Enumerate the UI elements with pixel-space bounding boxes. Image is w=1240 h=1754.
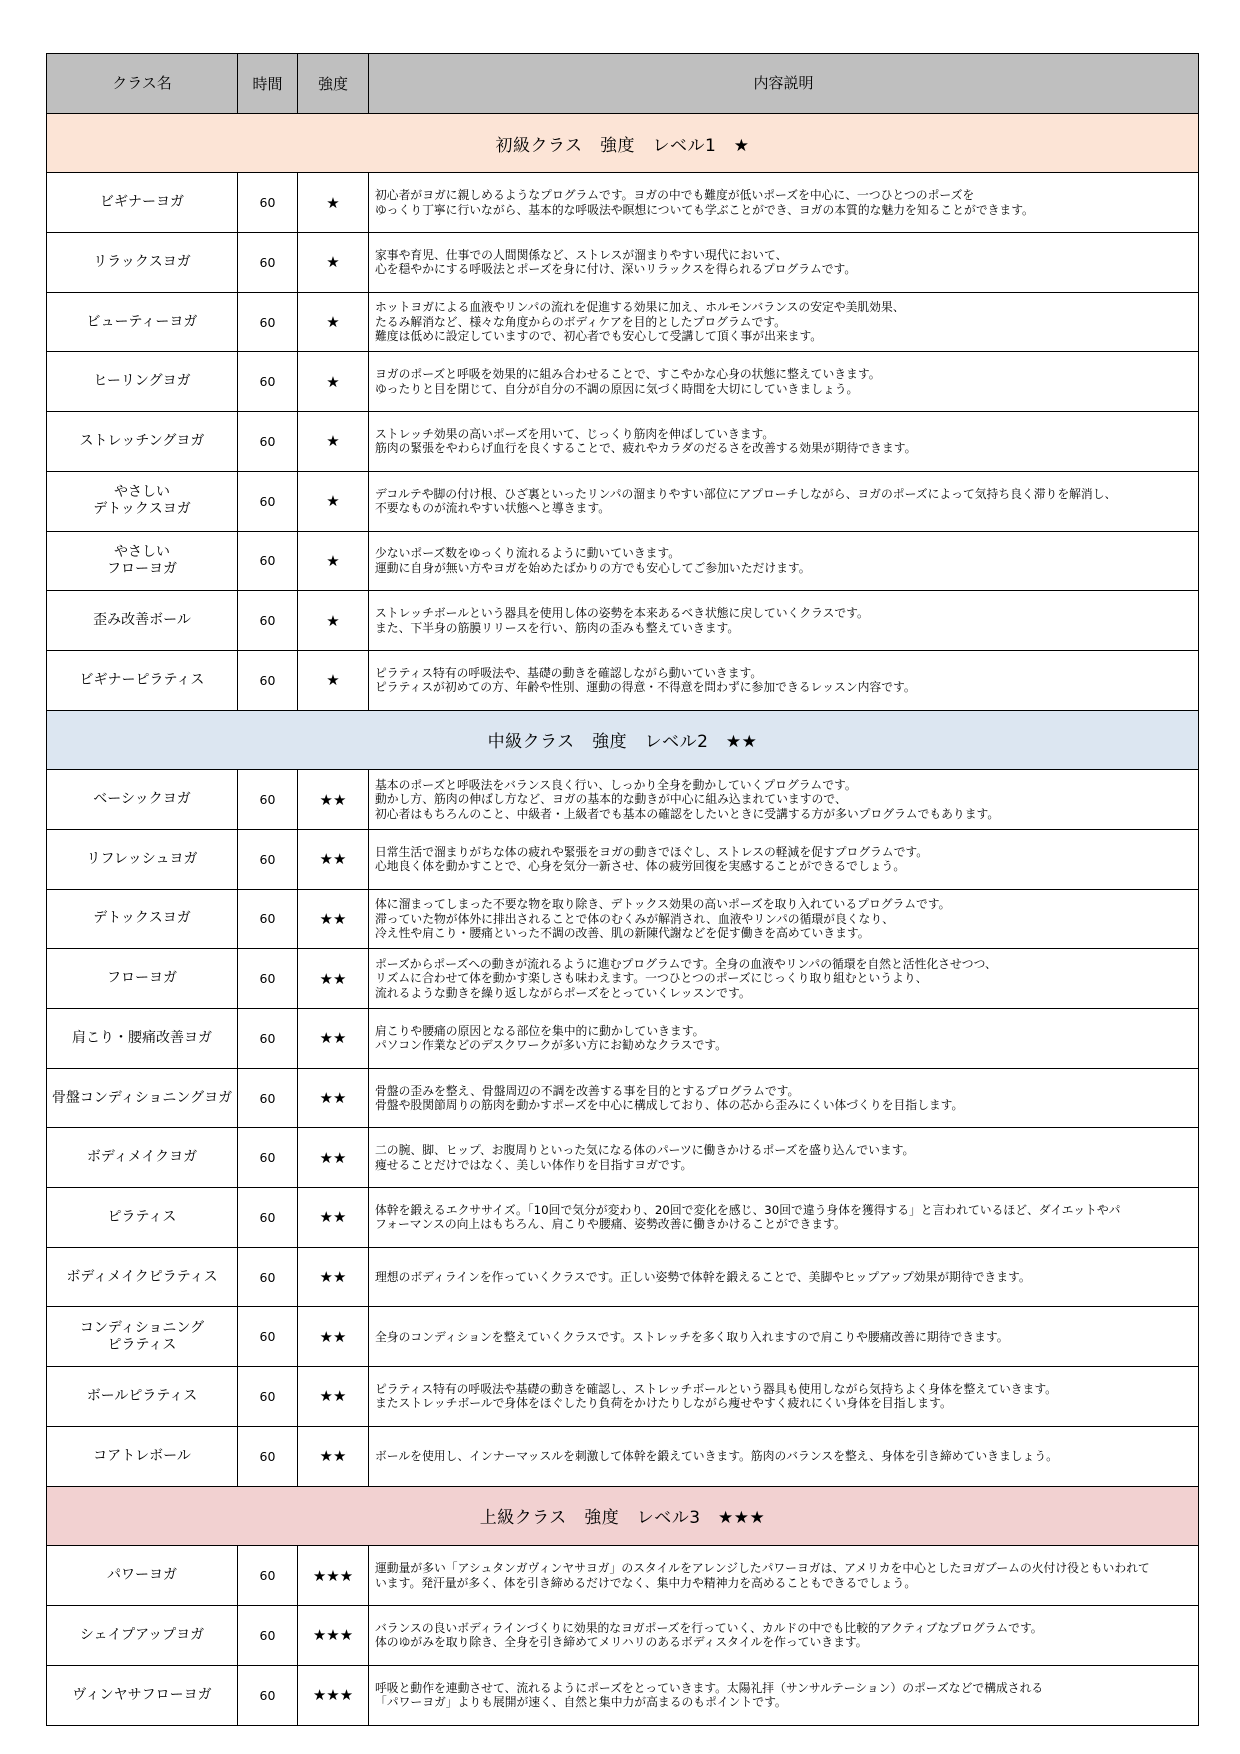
class-intensity-stars: ★ (298, 173, 369, 232)
section-title: 中級クラス 強度 レベル2 ★★ (487, 732, 758, 753)
class-intensity-stars: ★★★ (298, 1666, 369, 1726)
description-line: 全身のコンディションを整えていくクラスです。ストレッチを多く取り入れますので肩こりや腰痛改善に期待できます。 (375, 1329, 1009, 1344)
class-name-cell (47, 1367, 238, 1426)
class-name-cell (47, 1606, 238, 1665)
class-intensity-stars: ★★ (298, 770, 369, 829)
description-line: ボールを使用し、インナーマッスルを刺激して体幹を鍛えていきます。筋肉のバランスを整え、身体を引き締めていきましょう。 (375, 1448, 1058, 1463)
class-name: フローヨガ (107, 970, 177, 987)
class-name: コアトレボール (93, 1447, 191, 1464)
class-row (47, 1128, 1198, 1188)
description-line: ゆったりと目を閉じて、自分が自分の不調の原因に気づく時間を大切にしていきましょう。 (375, 381, 859, 396)
description-line: ゆっくり丁寧に行いながら、基本的な呼吸法や瞑想についても学ぶことができ、ヨガの本質的な魅力を知ることができます。 (375, 202, 1034, 217)
class-row (47, 651, 1198, 711)
class-name: ビギナーヨガ (100, 194, 184, 211)
class-row (47, 1606, 1198, 1666)
class-name: ボールピラティス (86, 1387, 198, 1404)
class-name: 骨盤コンディショニングヨガ (51, 1089, 233, 1106)
class-intensity-stars: ★ (298, 472, 369, 531)
class-description (369, 1069, 1198, 1128)
class-intensity-stars: ★ (298, 651, 369, 710)
column-header-class-name: クラス名 (47, 54, 238, 113)
class-description (369, 1248, 1198, 1307)
class-row (47, 1546, 1198, 1606)
description-line: リズムに合わせて体を動かす楽しさも味わえます。一つひとつのポーズにじっくり取り組むというより、 (375, 971, 928, 986)
class-name-cell (47, 1666, 238, 1726)
description-line: 運動に自身が無い方やヨガを始めたばかりの方でも安心してご参加いただけます。 (375, 560, 811, 575)
class-name: シェイプアップヨガ (79, 1626, 205, 1643)
class-name-cell (47, 830, 238, 889)
class-duration: 60 (238, 830, 298, 889)
class-duration: 60 (238, 233, 298, 292)
description-line: 初心者がヨガに親しめるようなプログラムです。ヨガの中でも難度が低いポーズを中心に、一つひとつのポーズを (375, 188, 975, 203)
class-duration: 60 (238, 1128, 298, 1187)
class-name-cell (47, 1188, 238, 1247)
class-duration: 60 (238, 352, 298, 411)
class-duration: 60 (238, 890, 298, 949)
description-line: 不要なものが流れやすい状態へと導きます。 (375, 501, 610, 516)
class-duration: 60 (238, 1188, 298, 1247)
class-row (47, 1188, 1198, 1248)
description-line: ピラティス特有の呼吸法や、基礎の動きを確認しながら動いていきます。 (375, 665, 763, 680)
class-name-cell (47, 233, 238, 292)
class-name-cell (47, 352, 238, 411)
column-header-time: 時間 (238, 54, 298, 113)
description-line: ピラティスが初めての方、年齢や性別、運動の得意・不得意を問わずに参加できるレッスン内容です。 (375, 680, 916, 695)
description-line: 痩せることだけではなく、美しい体作りを目指すヨガです。 (375, 1157, 693, 1172)
description-line: 骨盤や股関節周りの筋肉を動かすポーズを中心に構成しており、体の芯から歪みにくい体づくりを目指します。 (375, 1098, 964, 1113)
class-row (47, 1666, 1198, 1726)
description-line: 運動量が多い「アシュタンガヴィンヤサヨガ」のスタイルをアレンジしたパワーヨガは、アメリカを中心としたヨガブームの火付け役ともいわれて (375, 1561, 1150, 1576)
class-intensity-stars: ★★ (298, 1069, 369, 1128)
class-intensity-stars: ★★ (298, 1367, 369, 1426)
description-line: ポーズからポーズへの動きが流れるように進むプログラムです。全身の血液やリンパの循環を自然と活性化させつつ、 (375, 956, 997, 971)
class-description (369, 651, 1198, 710)
description-line: また、下半身の筋膜リリースを行い、筋肉の歪みも整えていきます。 (375, 620, 740, 635)
class-duration: 60 (238, 949, 298, 1008)
class-row (47, 1009, 1198, 1069)
description-line: 体幹を鍛えるエクササイズ。「10回で気分が変わり、20回で変化を感じ、30回で違う身体を獲得する」と言われているほど、ダイエットやパ (375, 1202, 1121, 1217)
description-line: フォーマンスの向上はもちろん、肩こりや腰痛、姿勢改善に働きかけることができます。 (375, 1217, 846, 1232)
description-line: ヨガのポーズと呼吸を効果的に組み合わせることで、すこやかな心身の状態に整えていきます。 (375, 367, 881, 382)
class-duration: 60 (238, 1427, 298, 1486)
class-duration: 60 (238, 412, 298, 471)
class-description (369, 890, 1198, 949)
class-name: やさしい (114, 484, 170, 501)
class-intensity-stars: ★ (298, 233, 369, 292)
class-row (47, 1367, 1198, 1427)
class-row (47, 949, 1198, 1009)
class-name-cell (47, 1248, 238, 1307)
class-name: ベーシックヨガ (93, 791, 191, 808)
class-name-cell (47, 770, 238, 829)
class-name: ボディメイクヨガ (86, 1149, 198, 1166)
class-intensity-stars: ★★ (298, 949, 369, 1008)
class-name-cell (47, 890, 238, 949)
class-intensity-stars: ★★ (298, 1427, 369, 1486)
class-name: デトックスヨガ (93, 501, 191, 518)
class-name: ヒーリングヨガ (93, 373, 191, 390)
class-description (369, 1307, 1198, 1366)
class-name: ビギナーピラティス (79, 671, 205, 688)
class-duration: 60 (238, 532, 298, 591)
class-duration: 60 (238, 1009, 298, 1068)
description-line: 基本のポーズと呼吸法をバランス良く行い、しっかり全身を動かしていくプログラムです。 (375, 777, 857, 792)
class-intensity-stars: ★★ (298, 1188, 369, 1247)
description-line: ホットヨガによる血液やリンパの流れを促進する効果に加え、ホルモンバランスの安定や美肌効果、 (375, 300, 905, 315)
class-row (47, 293, 1198, 353)
class-row (47, 233, 1198, 293)
class-row (47, 412, 1198, 472)
class-name-cell (47, 1128, 238, 1187)
class-duration: 60 (238, 293, 298, 352)
class-intensity-stars: ★ (298, 532, 369, 591)
class-description (369, 1188, 1198, 1247)
class-name: 歪み改善ボール (93, 612, 191, 629)
description-line: 滞っていた物が体外に排出されることで体のむくみが解消され、血液やリンパの循環が良くなり、 (375, 911, 894, 926)
description-line: バランスの良いボディラインづくりに効果的なヨガポーズを行っていく、カルドの中でも比較的アクティブなプログラムです。 (375, 1620, 1043, 1635)
section-header-row (47, 1487, 1198, 1547)
class-description (369, 1367, 1198, 1426)
description-line: 骨盤の歪みを整え、骨盤周辺の不調を改善する事を目的とするプログラムです。 (375, 1083, 800, 1098)
class-name: やさしい (114, 543, 170, 560)
class-name-cell (47, 591, 238, 650)
class-name-cell (47, 1069, 238, 1128)
class-duration: 60 (238, 1546, 298, 1605)
class-name: デトックスヨガ (93, 910, 191, 927)
class-intensity-stars: ★★★ (298, 1606, 369, 1665)
class-name: 肩こり・腰痛改善ヨガ (72, 1029, 212, 1046)
class-name: フローヨガ (107, 560, 177, 577)
class-duration: 60 (238, 173, 298, 232)
description-line: 肩こりや腰痛の原因となる部位を集中的に動かしていきます。 (375, 1023, 705, 1038)
class-description (369, 949, 1198, 1008)
class-row (47, 1427, 1198, 1487)
class-description (369, 1546, 1198, 1605)
description-line: 冷え性や肩こり・腰痛といった不調の改善、肌の新陳代謝などを促す働きを高めていきます。 (375, 926, 870, 941)
description-line: 「パワーヨガ」よりも展開が速く、自然と集中力が高まるのもポイントです。 (375, 1695, 787, 1710)
class-schedule-table (46, 53, 1199, 1726)
class-name: ピラティス (107, 1208, 177, 1225)
class-description (369, 830, 1198, 889)
class-row (47, 770, 1198, 830)
class-row (47, 591, 1198, 651)
class-description (369, 1427, 1198, 1486)
class-intensity-stars: ★★ (298, 890, 369, 949)
class-name-cell (47, 1009, 238, 1068)
class-description (369, 412, 1198, 471)
description-line: 動かし方、筋肉の伸ばし方など、ヨガの基本的な動きが中心に組み込まれていますので、 (375, 792, 847, 807)
class-duration: 60 (238, 1069, 298, 1128)
section-header-row (47, 711, 1198, 771)
table-header-row (47, 54, 1198, 114)
class-row (47, 532, 1198, 592)
class-name: リラックスヨガ (93, 253, 191, 270)
class-description (369, 173, 1198, 232)
class-description (369, 770, 1198, 829)
description-line: 二の腕、脚、ヒップ、お腹周りといった気になる体のパーツに働きかけるポーズを盛り込んでいます。 (375, 1143, 915, 1158)
class-name: リフレッシュヨガ (86, 850, 198, 867)
description-line: 難度は低めに設定していますので、初心者でも安心して受講して頂く事が出来ます。 (375, 329, 823, 344)
class-name: ストレッチングヨガ (79, 432, 205, 449)
class-intensity-stars: ★★ (298, 1307, 369, 1366)
description-line: ストレッチボールという器具を使用し体の姿勢を本来あるべき状態に戻していくクラスです。 (375, 606, 869, 621)
class-name: コンディショニング (79, 1319, 205, 1336)
class-duration: 60 (238, 770, 298, 829)
class-row (47, 830, 1198, 890)
description-line: 呼吸と動作を連動させて、流れるようにポーズをとっていきます。太陽礼拝（サンサルテーション）のポーズなどで構成される (375, 1680, 1044, 1695)
class-duration: 60 (238, 1367, 298, 1426)
class-duration: 60 (238, 591, 298, 650)
class-duration: 60 (238, 1666, 298, 1726)
class-duration: 60 (238, 1606, 298, 1665)
class-name-cell (47, 1307, 238, 1366)
description-line: 体のゆがみを取り除き、全身を引き締めてメリハリのあるボディスタイルを作っていきます。 (375, 1635, 868, 1650)
class-description (369, 1666, 1198, 1726)
section-title: 上級クラス 強度 レベル3 ★★★ (479, 1508, 766, 1529)
description-line: 初心者はもちろんのこと、中級者・上級者でも基本の確認をしたいときに受講する方が多いプログラムでもあります。 (375, 806, 1000, 821)
class-row (47, 472, 1198, 532)
class-description (369, 1009, 1198, 1068)
description-line: います。発汗量が多く、体を引き締めるだけでなく、集中力や精神力を高めることもできるでしょう。 (375, 1575, 917, 1590)
class-name-cell (47, 532, 238, 591)
class-intensity-stars: ★★ (298, 1248, 369, 1307)
class-duration: 60 (238, 1248, 298, 1307)
class-intensity-stars: ★★ (298, 830, 369, 889)
description-line: 日常生活で溜まりがちな体の疲れや緊張をヨガの動きでほぐし、ストレスの軽減を促すプログラムです。 (375, 844, 929, 859)
class-description (369, 1128, 1198, 1187)
description-line: 少ないポーズ数をゆっくり流れるように動いていきます。 (375, 546, 681, 561)
class-description (369, 352, 1198, 411)
class-intensity-stars: ★ (298, 412, 369, 471)
section-header-row (47, 114, 1198, 174)
class-name-cell (47, 472, 238, 531)
class-duration: 60 (238, 651, 298, 710)
class-row (47, 352, 1198, 412)
description-line: ピラティス特有の呼吸法や基礎の動きを確認し、ストレッチボールという器具も使用しながら気持ちよく身体を整えていきます。 (375, 1381, 1057, 1396)
column-header-intensity: 強度 (298, 54, 369, 113)
class-description (369, 293, 1198, 352)
column-header-description: 内容説明 (753, 74, 814, 93)
class-name-cell (47, 1546, 238, 1605)
class-name-cell (47, 412, 238, 471)
class-intensity-stars: ★ (298, 293, 369, 352)
class-name: ピラティス (107, 1336, 177, 1353)
description-line: 理想のボディラインを作っていくクラスです。正しい姿勢で体幹を鍛えることで、美脚やヒップアップ効果が期待できます。 (375, 1269, 1031, 1284)
description-line: ストレッチ効果の高いポーズを用いて、じっくり筋肉を伸ばしていきます。 (375, 426, 775, 441)
class-intensity-stars: ★ (298, 352, 369, 411)
class-intensity-stars: ★★ (298, 1128, 369, 1187)
class-intensity-stars: ★★ (298, 1009, 369, 1068)
description-line: 体に溜まってしまった不要な物を取り除き、デトックス効果の高いポーズを取り入れているプログラムです。 (375, 897, 951, 912)
description-line: 流れるような動きを繰り返しながらポーズをとっていくレッスンです。 (375, 985, 751, 1000)
description-line: たるみ解消など、様々な角度からのボディケアを目的としたプログラムです。 (375, 314, 786, 329)
description-line: パソコン作業などのデスクワークが多い方にお勧めなクラスです。 (375, 1038, 727, 1053)
class-name-cell (47, 173, 238, 232)
class-row (47, 1248, 1198, 1308)
class-duration: 60 (238, 472, 298, 531)
class-name-cell (47, 1427, 238, 1486)
class-name: ボディメイクピラティス (66, 1268, 218, 1285)
description-line: またストレッチボールで身体をほぐしたり負荷をかけたりしながら痩せやすく疲れにくい身体を目指します。 (375, 1396, 952, 1411)
description-line: 心地良く体を動かすことで、心身を気分一新させ、体の疲労回復を実感することができるでしょう。 (375, 859, 906, 874)
description-line: 筋肉の緊張をやわらげ血行を良くすることで、疲れやカラダのだるさを改善する効果が期待できます。 (375, 441, 917, 456)
class-description (369, 591, 1198, 650)
class-description (369, 233, 1198, 292)
class-name: ビューティーヨガ (86, 313, 198, 330)
class-description (369, 1606, 1198, 1665)
class-duration: 60 (238, 1307, 298, 1366)
section-title: 初級クラス 強度 レベル1 ★ (495, 135, 750, 156)
class-name-cell (47, 293, 238, 352)
class-row (47, 1307, 1198, 1367)
class-row (47, 173, 1198, 233)
class-name: ヴィンヤサフローヨガ (72, 1686, 212, 1703)
description-line: デコルテや脚の付け根、ひざ裏といったリンパの溜まりやすい部位にアプローチしながら、ヨガのポーズによって気持ち良く滞りを解消し、 (375, 486, 1117, 501)
class-name-cell (47, 651, 238, 710)
class-description (369, 532, 1198, 591)
class-name: パワーヨガ (107, 1567, 177, 1584)
class-description (369, 472, 1198, 531)
class-row (47, 1069, 1198, 1129)
description-line: 家事や育児、仕事での人間関係など、ストレスが溜まりやすい現代において、 (375, 247, 788, 262)
class-row (47, 890, 1198, 950)
description-line: 心を穏やかにする呼吸法とポーズを身に付け、深いリラックスを得られるプログラムです。 (375, 262, 857, 277)
class-intensity-stars: ★ (298, 591, 369, 650)
class-intensity-stars: ★★★ (298, 1546, 369, 1605)
class-name-cell (47, 949, 238, 1008)
